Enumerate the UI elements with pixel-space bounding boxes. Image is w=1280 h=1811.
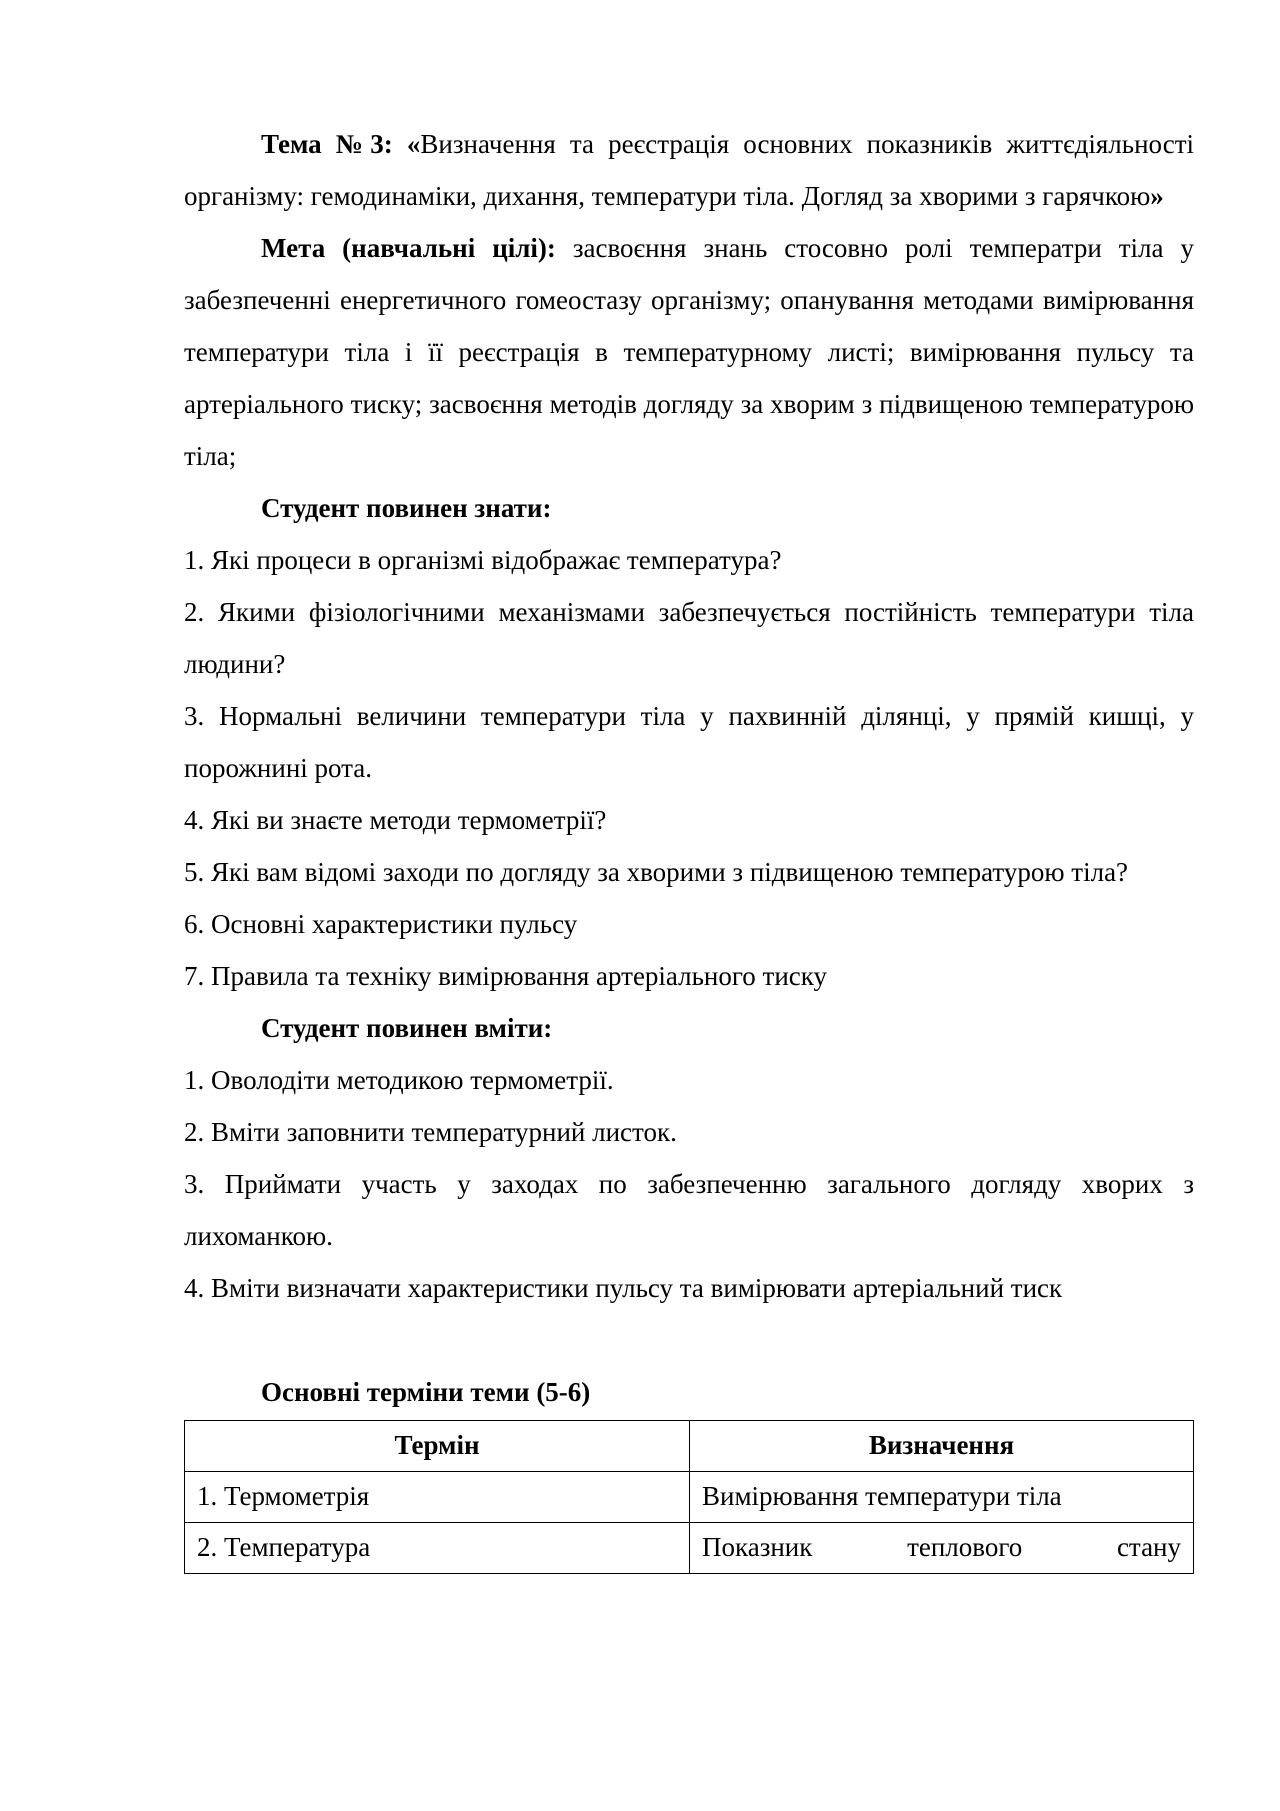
table-row <box>185 1523 1194 1574</box>
must-do-item: 4. Вміти визначати характеристики пульсу та вимірювати артеріальний тиск <box>184 1273 1063 1303</box>
must-do-item: 1. Оволодіти методикою термометрії. <box>184 1065 614 1095</box>
column-header-definition: Визначення <box>690 1421 1194 1472</box>
goal-paragraph <box>184 222 1194 482</box>
topic-paragraph <box>184 118 1194 222</box>
table-header-row <box>185 1421 1194 1472</box>
goal-label: Мета (навчальні цілі): <box>261 233 556 263</box>
topic-close-quote: » <box>1150 181 1164 211</box>
table-cell-term: 2. Температура <box>185 1523 690 1574</box>
table-cell-term: 1. Термометрія <box>185 1472 690 1523</box>
goal-text: засвоєння знань стосовно ролі температри тіла у забезпеченні енергетичного гомеостазу організму; опанування методами вимірювання температури тіла і її реєстрація в температурному листі; вимірювання пульсу та артеріального тиску; засвоєння методів догляду за хворим з підвищеною температурою тіла; <box>184 233 1194 471</box>
terms-heading: Основні терміни теми (5-6) <box>261 1377 591 1407</box>
must-do-item: 2. Вміти заповнити температурний листок. <box>184 1117 677 1147</box>
table-cell-definition: Показник теплового стану <box>690 1523 1194 1574</box>
column-header-term: Термін <box>185 1421 690 1472</box>
topic-open-quote: « <box>406 129 421 159</box>
blank-line <box>184 1314 1194 1366</box>
must-know-item: 6. Основні характеристики пульсу <box>184 909 578 939</box>
must-know-item: 5. Які вам відомі заходи по догляду за хворими з підвищеною температурою тіла? <box>184 857 1129 887</box>
must-know-item: 4. Які ви знаєте методи термометрії? <box>184 805 607 835</box>
document-page <box>184 118 1194 1574</box>
must-know-heading: Студент повинен знати: <box>261 493 552 523</box>
must-do-heading: Студент повинен вміти: <box>261 1013 553 1043</box>
topic-text: Визначення та реєстрація основних показників життєдіяльності організму: гемодинаміки, дихання, температури тіла. Догляд за хворими з гарячкою <box>184 129 1195 211</box>
terms-table <box>184 1420 1194 1574</box>
must-know-item: 1. Які процеси в організмі відображає температура? <box>184 545 782 575</box>
must-know-item: 7. Правила та техніку вимірювання артеріального тиску <box>184 961 828 991</box>
must-know-item: 3. Нормальні величини температури тіла у пахвинній ділянці, у прямій кишці, у порожнині рота. <box>184 701 1194 783</box>
must-do-item: 3. Приймати участь у заходах по забезпеченню загального догляду хворих з лихоманкою. <box>184 1169 1194 1251</box>
must-know-item: 2. Якими фізіологічними механізмами забезпечується постійність температури тіла людини? <box>184 597 1194 679</box>
topic-label: Тема №3: <box>261 129 393 159</box>
table-cell-definition: Вимірювання температури тіла <box>690 1472 1194 1523</box>
table-row <box>185 1472 1194 1523</box>
